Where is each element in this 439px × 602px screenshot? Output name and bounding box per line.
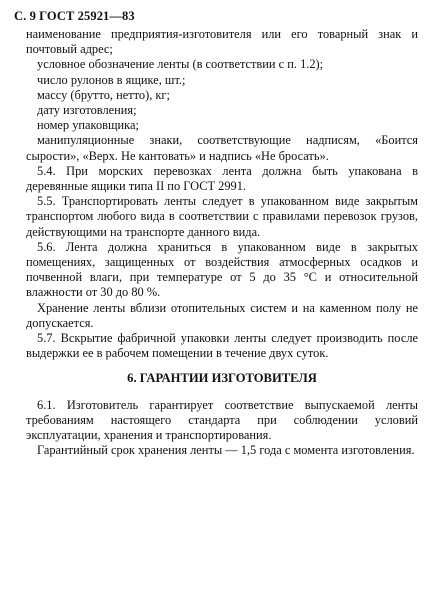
paragraph-manufacturer: наименование предприятия-изготовителя или его товарный знак и почтовый адрес;: [26, 27, 418, 57]
paragraph-5-5: 5.5. Транспортировать ленты следует в упакованном виде закрытым транспортом любого вида в соответствии с правилами перевозок грузов, действующими на транспорте данного вида.: [26, 194, 418, 239]
paragraph-date: дату изготовления;: [37, 103, 137, 118]
paragraph-handling-marks: манипуляционные знаки, соответствующие надписям, «Боится сырости», «Верх. Не кантовать» и надпись «Не бросать».: [26, 133, 418, 163]
page-header: С. 9 ГОСТ 25921—83: [14, 9, 135, 23]
paragraph-designation: условное обозначение ленты (в соответствии с п. 1.2);: [37, 57, 324, 72]
paragraph-roll-count: число рулонов в ящике, шт.;: [37, 72, 186, 87]
paragraph-6-1: 6.1. Изготовитель гарантирует соответствие выпускаемой ленты требованиям настоящего стандарта при соблюдении условий эксплуатации, хранения и транспортирования.: [26, 397, 418, 443]
paragraph-5-4: 5.4. При морских перевозках лента должна быть упакована в деревянные ящики типа II по ГОСТ 2991.: [26, 163, 418, 194]
paragraph-5-6: 5.6. Лента должна храниться в упакованном виде в закрытых помещениях, защищенных от воздействия атмосферных осадков и почвенной влаги, при температуре от 5 до 35 °С и относительной влажности от 30 до 80 %.: [26, 239, 418, 300]
section-title: 6. ГАРАНТИИ ИЗГОТОВИТЕЛЯ: [127, 371, 317, 386]
paragraph-mass: массу (брутто, нетто), кг;: [37, 87, 170, 102]
paragraph-packer: номер упаковщика;: [37, 118, 139, 133]
paragraph-storage-restriction: Хранение ленты вблизи отопительных систем и на каменном полу не допускается.: [26, 300, 418, 330]
paragraph-5-7: 5.7. Вскрытие фабричной упаковки ленты следует производить после выдержки ее в рабочем помещении в течение двух суток.: [26, 331, 418, 361]
document-body: [26, 27, 418, 458]
paragraph-warranty-period: Гарантийный срок хранения ленты — 1,5 года с момента изготовления.: [37, 443, 415, 458]
